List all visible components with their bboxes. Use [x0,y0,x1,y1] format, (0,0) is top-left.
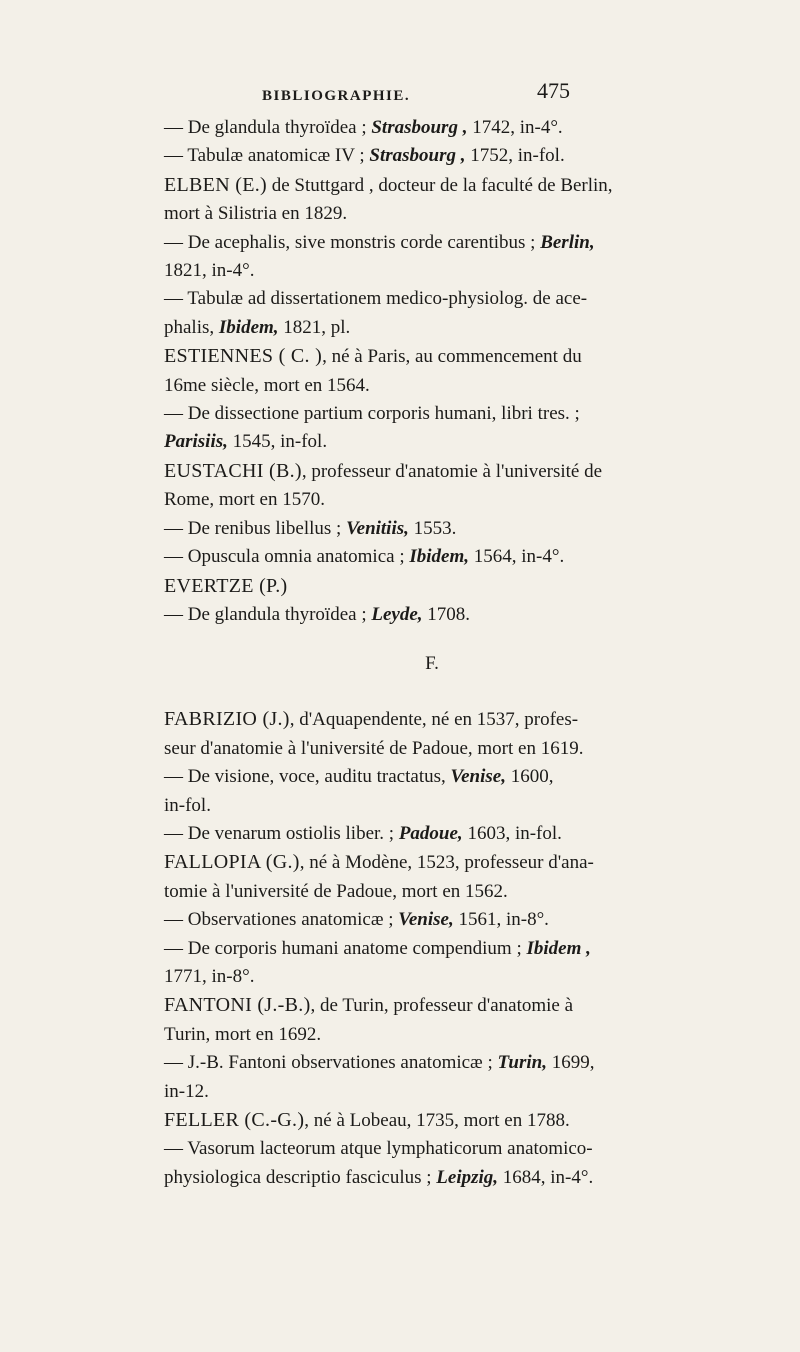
work-entry [164,142,720,170]
entry-text: — J.-B. Fantoni observationes anatomicæ ; [164,1052,498,1074]
author-entry [164,1106,720,1135]
author-name: FABRIZIO (J.) [164,708,290,731]
entry-text: — De venarum ostiolis liber. ; [164,822,399,844]
entry-text: — De glandula thyroïdea ; [164,117,372,138]
entry-line [164,601,720,629]
entry-text: 1564, in-4°. [469,546,565,568]
entry-text: , d'Aquapendente, né en 1537, profes- [289,709,579,731]
entry-line [164,1049,720,1077]
entry-text: — Tabulæ ad dissertationem medico-physiolog. de ace- [164,288,588,310]
work-entry [164,543,720,571]
entry-line [164,400,720,428]
entry-text: — De corporis humani anatome compendium ; [164,937,527,959]
entry-text: phalis, [164,316,219,338]
entry-line [164,763,720,791]
author-entry [164,457,720,515]
entry-text: de Stuttgard , docteur de la faculté de Berlin, [266,174,613,196]
entry-line [164,848,720,877]
imprint-place: Ibidem, [218,316,279,338]
author-name: EVERTZE (P.) [164,574,288,597]
entry-text: physiologica descriptio fasciculus ; [164,1166,437,1188]
entry-line [164,991,720,1020]
bibliography-body [164,114,720,1192]
work-entry [164,601,720,629]
imprint-place: Parisiis, [164,431,228,453]
entry-text: in-fol. [164,794,211,816]
entry-line [164,1164,720,1192]
entry-line [164,171,720,200]
entries-f [164,705,720,1192]
entry-text: — De acephalis, sive monstris corde carentibus ; [164,231,541,253]
entries-e [164,114,720,629]
entry-text: seur d'anatomie à l'université de Padoue, mort en 1619. [164,737,584,759]
entry-text: — De visione, voce, auditu tractatus, [164,766,451,788]
work-entry [164,114,720,142]
work-entry [164,1049,720,1106]
entry-text: , né à Paris, au commencement du [322,346,582,368]
imprint-place: Turin, [497,1052,547,1074]
entry-line [164,1078,720,1106]
entry-line [164,935,720,963]
entry-text: in-12. [164,1080,209,1102]
running-head: BIBLIOGRAPHIE. [262,88,411,104]
author-name: FANTONI (J.-B.) [164,994,311,1017]
entry-text: 1684, in-4°. [498,1166,594,1188]
entry-line [164,314,720,342]
author-name: EUSTACHI (B.) [164,459,302,482]
imprint-place: Leipzig, [436,1166,499,1188]
entry-line [164,735,720,763]
entry-text: — Vasorum lacteorum atque lymphaticorum anatomico- [164,1138,593,1160]
entry-line [164,114,720,142]
entry-line [164,457,720,486]
entry-line [164,285,720,313]
entry-text: 1699, [546,1052,595,1074]
author-entry [164,171,720,229]
entry-text: 1821, pl. [278,316,351,338]
work-entry [164,820,720,848]
entry-line [164,820,720,848]
entry-text: — De glandula thyroïdea ; [164,603,372,625]
author-entry [164,572,720,601]
entry-line [164,906,720,934]
entry-text: — Observationes anatomicæ ; [164,909,399,931]
entry-line [164,963,720,991]
work-entry [164,906,720,934]
entry-line [164,543,720,571]
imprint-place: Venitiis, [346,517,409,539]
entry-text: tomie à l'université de Padoue, mort en 1562. [164,880,508,902]
entry-text: — De dissectione partium corporis humani, libri tres. ; [164,403,580,425]
entry-line [164,1106,720,1135]
entry-text: 1545, in-fol. [227,431,328,453]
author-entry [164,991,720,1049]
entry-line [164,200,720,228]
entry-text: 1561, in-8°. [453,909,549,931]
page-number: 475 [537,78,570,103]
imprint-place: Ibidem, [409,546,469,568]
entry-line [164,572,720,601]
entry-line [164,792,720,820]
section-letter: F. [425,653,439,675]
entry-text: , né à Modène, 1523, professeur d'ana- [299,852,594,874]
entry-text: 1708. [422,603,471,625]
entry-text: 1752, in-fol. [465,145,565,167]
author-name: ELBEN (E.) [164,173,267,196]
entry-line [164,428,720,456]
imprint-place: Ibidem , [526,937,591,959]
work-entry [164,515,720,543]
author-entry [164,848,720,906]
entry-line [164,229,720,257]
imprint-place: Venise, [450,766,506,788]
entry-line [164,515,720,543]
entry-text: 1603, in-fol. [462,822,562,844]
entry-line [164,705,720,734]
imprint-place: Venise, [398,909,454,931]
entry-text: 1821, in-4°. [164,260,255,282]
entry-text: 1742, in-4°. [467,117,563,138]
imprint-place: Padoue, [398,822,463,844]
entry-text: 1553. [408,517,457,539]
entry-text: Turin, mort en 1692. [164,1023,322,1045]
entry-text: — De renibus libellus ; [164,517,347,539]
imprint-place: Strasbourg , [371,117,468,138]
work-entry [164,229,720,286]
entry-text: 16me siècle, mort en 1564. [164,374,370,396]
entry-line [164,257,720,285]
entry-text: 1771, in-8°. [164,965,255,987]
entry-line [164,342,720,371]
entry-line [164,1135,720,1163]
entry-text: 1600, [505,766,554,788]
entry-text: , de Turin, professeur d'anatomie à [310,995,574,1017]
work-entry [164,1135,720,1192]
work-entry [164,763,720,820]
entry-line [164,878,720,906]
entry-text: — Opuscula omnia anatomica ; [164,546,410,568]
work-entry [164,285,720,342]
entry-text: , né à Lobeau, 1735, mort en 1788. [304,1110,570,1131]
author-name: FELLER (C.-G.) [164,1109,305,1131]
entry-line [164,486,720,514]
author-name: ESTIENNES ( C. ) [164,345,323,368]
imprint-place: Leyde, [371,603,423,625]
work-entry [164,400,720,457]
entry-text: — Tabulæ anatomicæ IV ; [164,145,370,167]
imprint-place: Berlin, [540,231,595,253]
entry-line [164,1021,720,1049]
imprint-place: Strasbourg , [369,145,466,167]
author-name: FALLOPIA (G.) [164,851,300,874]
author-entry [164,705,720,763]
entry-line [164,372,720,400]
entry-text: , professeur d'anatomie à l'université de [301,460,603,482]
entry-text: mort à Silistria en 1829. [164,203,348,225]
entry-line [164,142,720,170]
work-entry [164,935,720,992]
entry-text: Rome, mort en 1570. [164,489,325,511]
author-entry [164,342,720,400]
